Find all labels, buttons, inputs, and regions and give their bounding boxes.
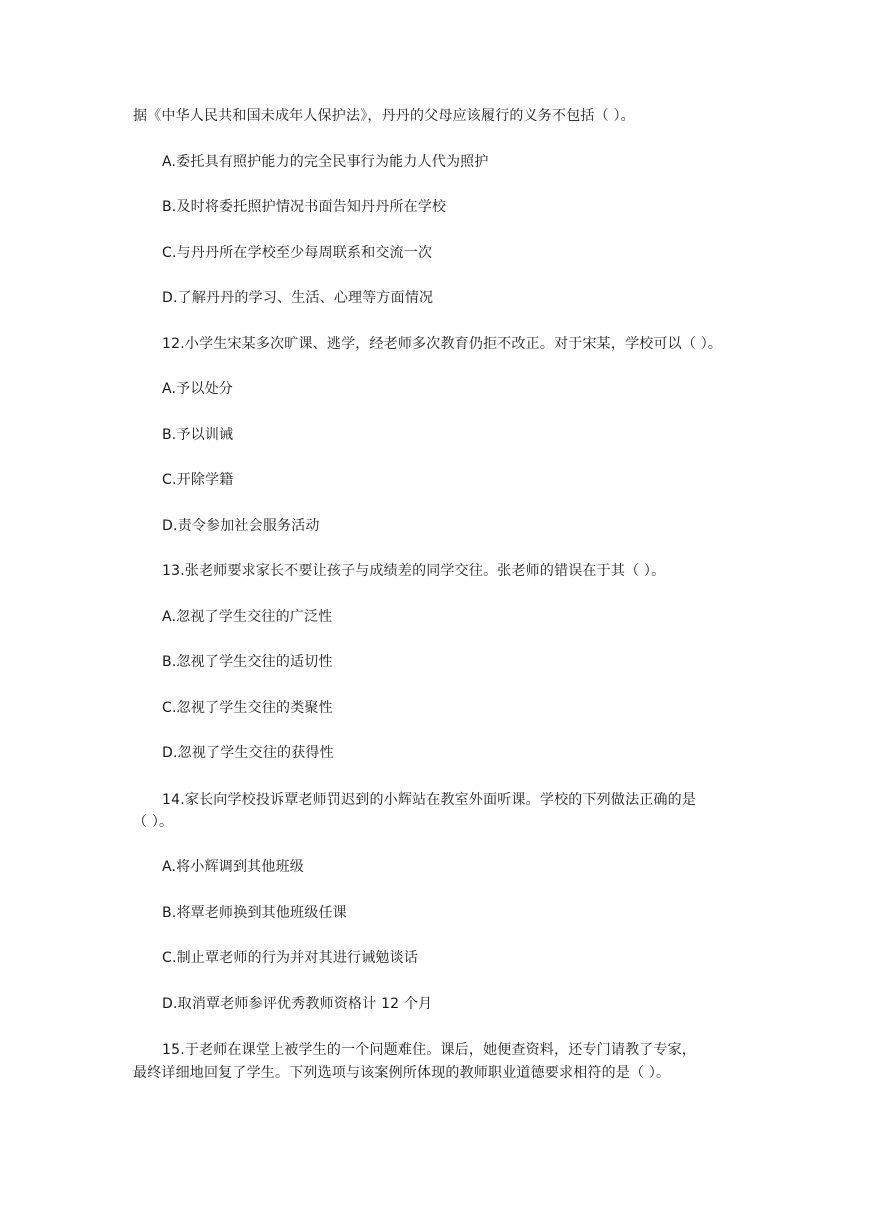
q12-option-a: A.予以处分 <box>162 381 233 397</box>
q14-stem-line1: 14.家长向学校投诉覃老师罚迟到的小辉站在教室外面听课。学校的下列做法正确的是 <box>162 792 697 808</box>
q13-option-c: C.忽视了学生交往的类聚性 <box>162 700 333 716</box>
q15-stem-line2: 最终详细地回复了学生。下列选项与该案例所体现的教师职业道德要求相符的是（ ）。 <box>133 1065 671 1081</box>
q13-option-a: A.忽视了学生交往的广泛性 <box>162 609 333 625</box>
q14-option-a: A.将小辉调到其他班级 <box>162 859 304 875</box>
q12-option-d: D.责令参加社会服务活动 <box>162 518 320 534</box>
q12-option-b: B.予以训诫 <box>162 427 234 443</box>
q14-option-b: B.将覃老师换到其他班级任课 <box>162 905 347 921</box>
q13-option-d: D.忽视了学生交往的获得性 <box>162 745 334 761</box>
q11-option-b: B.及时将委托照护情况书面告知丹丹所在学校 <box>162 199 447 215</box>
q11-option-a: A.委托具有照护能力的完全民事行为能力人代为照护 <box>162 154 489 170</box>
q11-option-c: C.与丹丹所在学校至少每周联系和交流一次 <box>162 245 433 261</box>
q14-stem-line2: （ ）。 <box>133 814 174 830</box>
q13-option-b: B.忽视了学生交往的适切性 <box>162 654 333 670</box>
q14-option-c: C.制止覃老师的行为并对其进行诫勉谈话 <box>162 950 419 966</box>
q14-option-d: D.取消覃老师参评优秀教师资格计 12 个月 <box>162 996 433 1012</box>
q11-stem: 据《中华人民共和国未成年人保护法》，丹丹的父母应该履行的义务不包括（ ）。 <box>133 108 635 124</box>
q12-stem: 12.小学生宋某多次旷课、逃学，经老师多次教育仍拒不改正。对于宋某，学校可以（ ）。 <box>162 336 723 352</box>
q11-option-d: D.了解丹丹的学习、生活、心理等方面情况 <box>162 290 434 306</box>
q15-stem-line1: 15.于老师在课堂上被学生的一个问题难住。课后，她便查资料，还专门请教了专家， <box>162 1042 697 1058</box>
q13-stem: 13.张老师要求家长不要让孩子与成绩差的同学交往。张老师的错误在于其（ ）。 <box>162 563 666 579</box>
q12-option-c: C.开除学籍 <box>162 472 234 488</box>
